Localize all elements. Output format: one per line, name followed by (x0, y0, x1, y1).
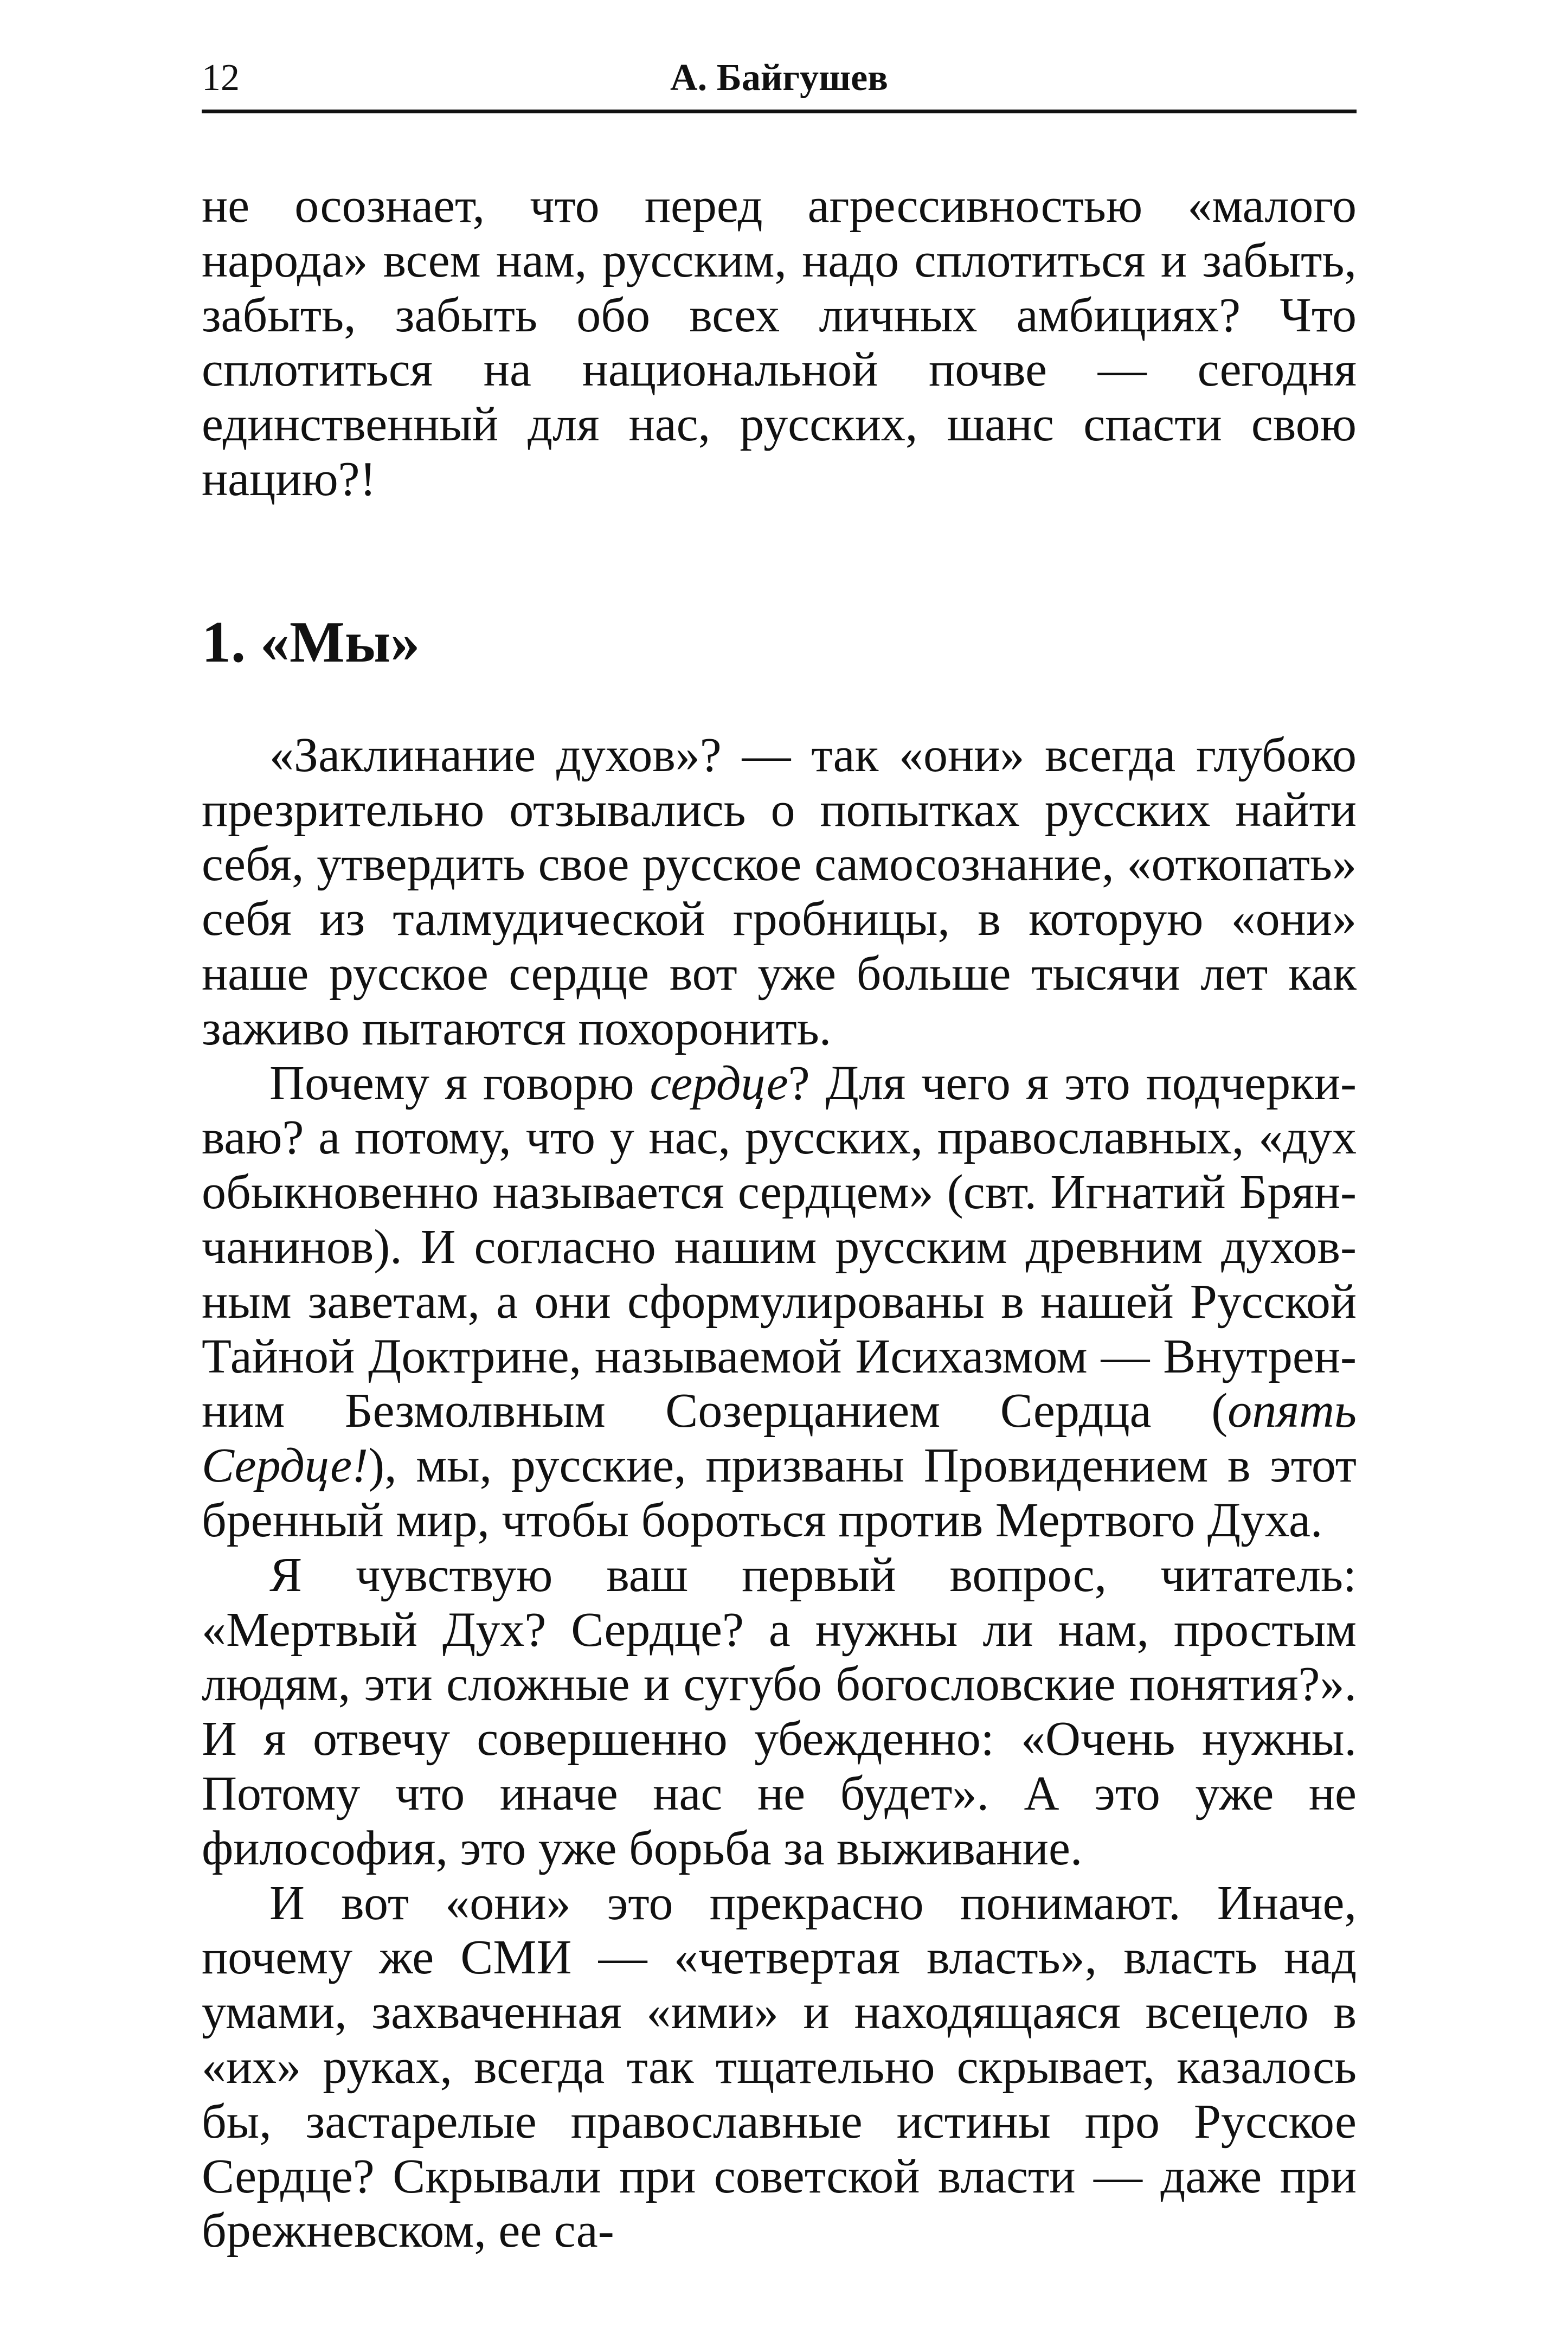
paragraph-2-text-b: ? Для чего я это подчеркиваю? а потому, что у нас, русских, православных, «дух обыкновенно называется сердцем» (свт. Игнатий Брянчанинов). И согласно нашим русским древним духовным заветам, а они сформулированы в нашей Русской Тайной Доктрине, называемой Исихазмом — Внутренним Безмолвным Созерцанием Сердца ( (202, 1056, 1357, 1438)
intro-paragraph: не осознает, что перед агрессивностью «малого народа» всем нам, русским, надо сплотиться и забыть, забыть, забыть обо всех личных амбициях? Что сплотиться на национальной почве — сегодня единственный для нас, русских, шанс спасти свою нацию?! (202, 179, 1357, 506)
body-text (202, 179, 1357, 2259)
paragraph-2-italic-heart: сердце (650, 1056, 788, 1110)
paragraph-2-text-c: ), мы, русские, призваны Провидением в этот бренный мир, чтобы бороться против Мертвого Духа. (202, 1439, 1357, 1547)
page-header (202, 50, 1357, 113)
page-number: 12 (202, 57, 240, 99)
running-head-author: А. Байгушев (670, 57, 888, 99)
section-heading: 1. «Мы» (202, 610, 420, 675)
paragraph-2 (202, 1056, 1357, 1548)
paragraph-2-italic-again-heart: опять Сердце! (202, 1384, 1357, 1493)
paragraph-4: И вот «они» это прекрасно понимают. Иначе, почему же СМИ — «четвертая власть», власть над умами, захваченная «ими» и находящаяся всецело в «их» руках, всегда так тщательно скрывает, казалось бы, застарелые православные истины про Русское Сердце? Скрывали при советской власти — даже при брежневском, ее са- (202, 1876, 1357, 2258)
paragraph-3: Я чувствую ваш первый вопрос, читатель: «Мертвый Дух? Сердце? а нужны ли нам, простым людям, эти сложные и сугубо богословские понятия?». И я отвечу совершенно убежденно: «Очень нужны. Потому что иначе нас не будет». А это уже не философия, это уже борьба за выживание. (202, 1548, 1357, 1875)
paragraph-1: «Заклинание духов»? — так «они» всегда глубоко презрительно отзывались о попытках русских найти себя, утвердить свое русское самосознание, «откопать» себя из талмудической гробницы, в которую «они» наше русское сердце вот уже больше тысячи лет как заживо пытаются похоронить. (202, 728, 1357, 1055)
paragraph-2-text-a: Почему я говорю (269, 1056, 650, 1110)
